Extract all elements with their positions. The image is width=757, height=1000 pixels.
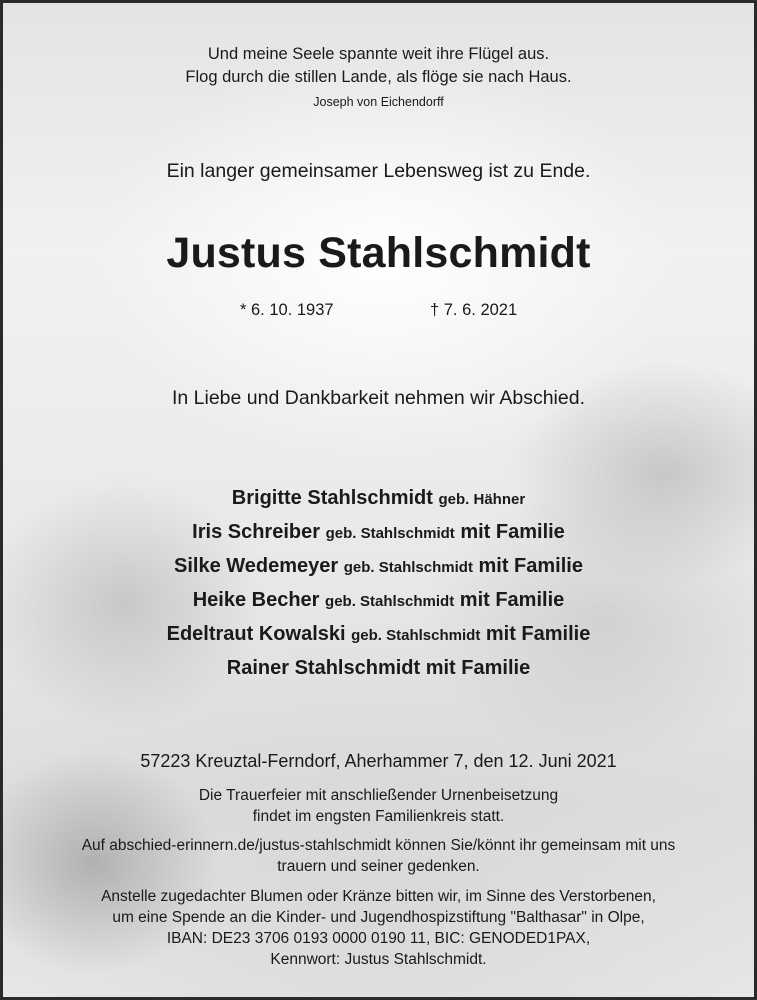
mourner-entry	[3, 583, 754, 617]
mourner-entry	[3, 481, 754, 515]
ceremony-line: Die Trauerfeier mit anschließender Urnenbeisetzung	[198, 787, 559, 804]
mourner-list	[3, 481, 754, 685]
poem-line: Und meine Seele spannte weit ihre Flügel aus.	[207, 45, 550, 63]
online-line: trauern und seiner gedenken.	[277, 858, 480, 875]
donation-line: Anstelle zugedachter Blumen oder Kränze bitten wir, im Sinne des Verstorbenen,	[101, 888, 656, 905]
death-date: † 7. 6. 2021	[430, 301, 518, 319]
ceremony-line: findet im engsten Familienkreis statt.	[252, 808, 505, 825]
poem	[3, 43, 754, 89]
mourner-name: Heike Becher	[192, 589, 320, 611]
mourner-name: Rainer Stahlschmidt mit Familie	[226, 657, 531, 679]
mourner-maiden-name: geb. Stahlschmidt	[325, 525, 455, 542]
donation-info	[3, 886, 754, 970]
poem-line: Flog durch die stillen Lande, als flöge sie nach Haus.	[185, 68, 572, 86]
donation-line: um eine Spende an die Kinder- und Jugendhospizstiftung "Balthasar" in Olpe,	[112, 909, 645, 926]
mourner-maiden-name: geb. Stahlschmidt	[343, 559, 473, 576]
intro-text: Ein langer gemeinsamer Lebensweg ist zu Ende.	[166, 160, 591, 182]
mourner-name: Brigitte Stahlschmidt	[231, 487, 433, 509]
donation-line: Kennwort: Justus Stahlschmidt.	[270, 951, 487, 968]
mourner-maiden-name: geb. Stahlschmidt	[325, 593, 455, 610]
mourner-entry	[3, 617, 754, 651]
mourner-suffix: mit Familie	[459, 589, 565, 611]
birth-date: * 6. 10. 1937	[240, 301, 334, 319]
ceremony-info	[3, 785, 754, 827]
mourner-name: Iris Schreiber	[192, 521, 321, 543]
poem-author: Joseph von Eichendorff	[313, 95, 444, 109]
mourner-entry	[3, 651, 754, 685]
online-condolence-info	[3, 835, 754, 877]
mourner-entry	[3, 515, 754, 549]
farewell-text: In Liebe und Dankbarkeit nehmen wir Abschied.	[171, 387, 585, 409]
mourner-suffix: mit Familie	[485, 623, 591, 645]
place-and-date: 57223 Kreuztal-Ferndorf, Aherhammer 7, den 12. Juni 2021	[140, 751, 617, 771]
mourner-name: Silke Wedemeyer	[174, 555, 339, 577]
mourner-name: Edeltraut Kowalski	[166, 623, 346, 645]
mourner-suffix: mit Familie	[478, 555, 583, 577]
mourner-maiden-name: geb. Hähner	[438, 491, 526, 508]
mourner-entry	[3, 549, 754, 583]
online-line: Auf abschied-erinnern.de/justus-stahlschmidt können Sie/könnt ihr gemeinsam mit uns	[81, 837, 676, 854]
mourner-maiden-name: geb. Stahlschmidt	[351, 627, 481, 644]
mourner-suffix: mit Familie	[460, 521, 565, 543]
donation-line: IBAN: DE23 3706 0193 0000 0190 11, BIC: GENODED1PAX,	[166, 930, 591, 947]
deceased-name: Justus Stahlschmidt	[166, 229, 591, 277]
